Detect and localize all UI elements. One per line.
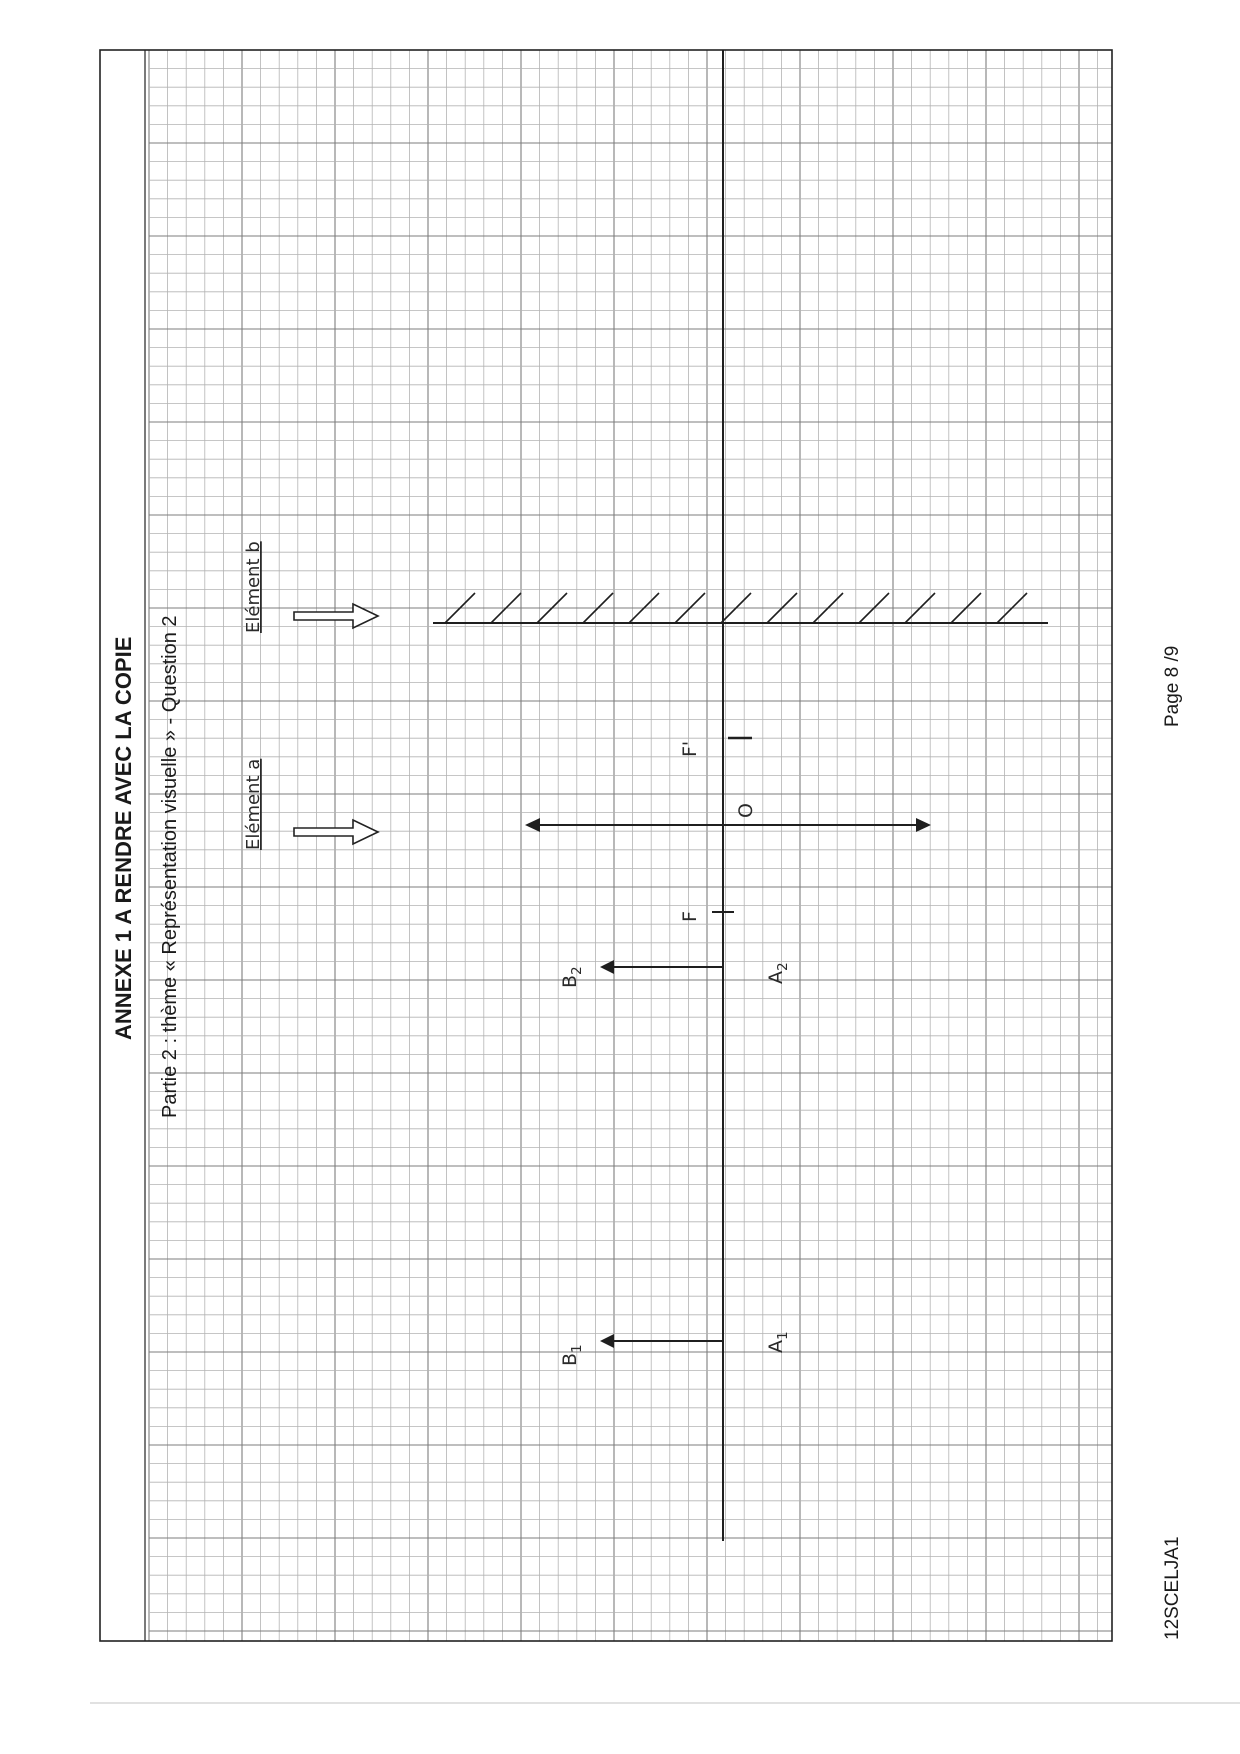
annex-title: ANNEXE 1 A RENDRE AVEC LA COPIE: [111, 636, 136, 1040]
point-o-label: O: [735, 803, 757, 818]
point-b1-index: 1: [569, 1344, 585, 1353]
point-a1-letter: A: [765, 1340, 787, 1353]
point-a1-label: [765, 1331, 791, 1353]
lens-element-a: [525, 818, 931, 832]
point-a2-label: [765, 962, 791, 984]
point-a1-index: 1: [775, 1331, 791, 1340]
annex-subtitle: Partie 2 : thème « Représentation visuelle » - Question 2: [159, 615, 181, 1118]
graph-paper-grid: [149, 50, 1112, 1641]
point-b2-index: 2: [569, 966, 585, 975]
element-b-label: Elément b: [243, 541, 264, 633]
point-a2-index: 2: [775, 962, 791, 971]
element-a-pointer-arrow: [294, 820, 378, 844]
object-a2b2-arrow: [600, 960, 723, 974]
document-code: 12SCELJA1: [1162, 1536, 1183, 1640]
point-f-prime-label: F': [679, 740, 701, 757]
point-b1-label: [559, 1344, 585, 1366]
point-f-label: F: [679, 911, 701, 922]
element-a-label: Elément a: [243, 758, 264, 850]
point-b2-label: [559, 966, 585, 988]
object-a1b1-arrow: [600, 1334, 723, 1348]
point-a2-letter: A: [765, 971, 787, 984]
page-number: Page 8 /9: [1162, 645, 1183, 727]
point-b2-letter: B: [559, 974, 581, 988]
point-b1-letter: B: [559, 1352, 581, 1366]
